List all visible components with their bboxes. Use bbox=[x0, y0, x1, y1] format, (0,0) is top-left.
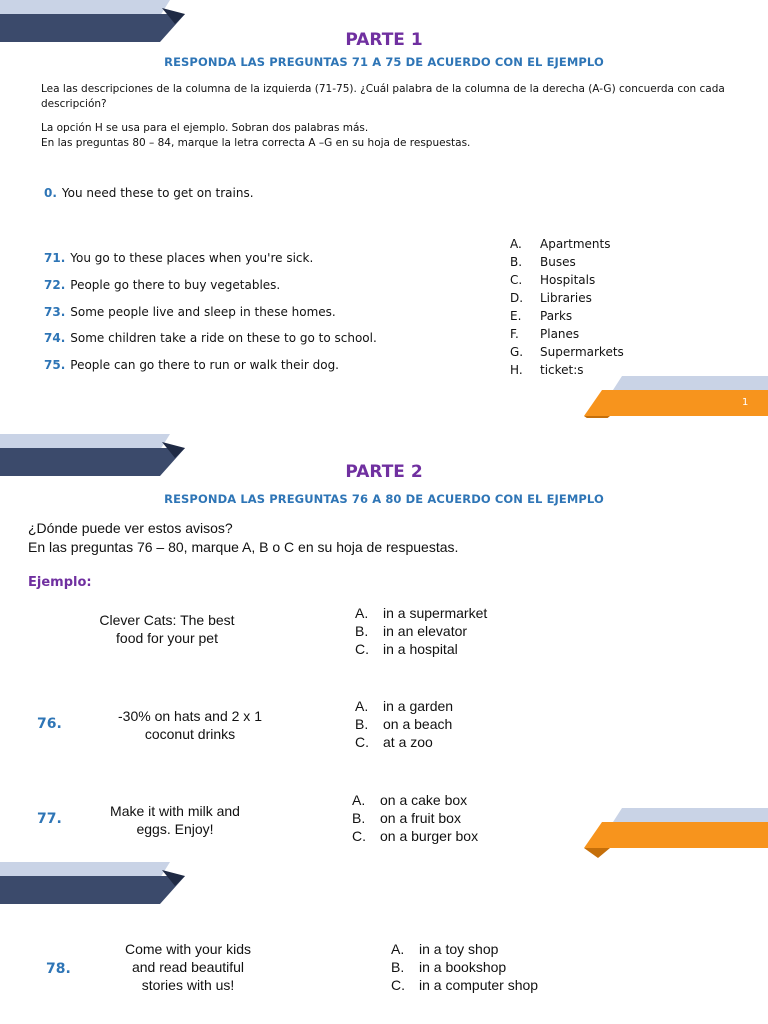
page-title: PARTE 1 bbox=[345, 30, 423, 50]
example-choices bbox=[355, 604, 487, 658]
question-71 bbox=[44, 251, 313, 265]
instructions-paragraph-2: La opción H se usa para el ejemplo. Sobran dos palabras más. bbox=[41, 122, 369, 134]
question-74 bbox=[44, 331, 377, 345]
choice-text: in a garden bbox=[383, 698, 454, 714]
item-76-number: 76. bbox=[37, 716, 62, 732]
question-text: People go there to buy vegetables. bbox=[70, 278, 281, 292]
item-76-choices bbox=[355, 697, 453, 751]
option-d bbox=[510, 291, 592, 305]
instructions-text: En las preguntas 76 – 80, marque A, B o C en su hoja de respuestas. bbox=[28, 539, 459, 555]
option-letter: H. bbox=[510, 363, 523, 377]
option-text: Planes bbox=[540, 327, 580, 341]
option-e bbox=[510, 309, 572, 323]
choice-text: in a computer shop bbox=[419, 977, 539, 993]
choice-b bbox=[355, 622, 487, 640]
instructions-paragraph-3: En las preguntas 80 – 84, marque la letra correcta A –G en su hoja de respuestas. bbox=[41, 137, 471, 149]
choice-c bbox=[355, 733, 453, 751]
slide-parte-2 bbox=[0, 430, 768, 1024]
choice-text: on a cake box bbox=[380, 792, 468, 808]
page-subtitle: RESPONDA LAS PREGUNTAS 76 A 80 DE ACUERDO CON EL EJEMPLO bbox=[164, 492, 604, 506]
option-text: Hospitals bbox=[540, 273, 596, 287]
choice-a bbox=[355, 697, 453, 715]
choice-letter: A. bbox=[355, 605, 369, 621]
option-letter: A. bbox=[510, 237, 522, 251]
item-78-number: 78. bbox=[46, 961, 71, 977]
option-letter: G. bbox=[510, 345, 524, 359]
option-text: Apartments bbox=[540, 237, 611, 251]
banner-decoration-lower-left bbox=[0, 862, 200, 914]
choice-a bbox=[355, 604, 487, 622]
choice-letter: A. bbox=[391, 941, 405, 957]
choice-b bbox=[391, 958, 538, 976]
option-letter: F. bbox=[510, 327, 519, 341]
choice-letter: C. bbox=[352, 828, 366, 844]
choice-letter: B. bbox=[391, 959, 405, 975]
question-number: 71. bbox=[44, 251, 66, 265]
choice-a bbox=[391, 940, 538, 958]
example-question bbox=[44, 186, 254, 200]
choice-text: in an elevator bbox=[383, 623, 468, 639]
question-text: People can go there to run or walk their dog. bbox=[70, 358, 339, 372]
item-77-sign: Make it with milk and eggs. Enjoy! bbox=[110, 803, 240, 837]
item-77-number: 77. bbox=[37, 811, 62, 827]
example-sign: Clever Cats: The best food for your pet bbox=[99, 612, 235, 646]
choice-c bbox=[355, 640, 487, 658]
question-73 bbox=[44, 305, 336, 319]
choice-c bbox=[352, 827, 478, 845]
choice-text: in a hospital bbox=[383, 641, 458, 657]
question-number: 74. bbox=[44, 331, 66, 345]
instructions-paragraph-1: Lea las descripciones de la columna de la izquierda (71-75). ¿Cuál palabra de la columna de la derecha (A-G) concuerda con cada descripción? bbox=[41, 83, 725, 110]
choice-text: in a bookshop bbox=[419, 959, 507, 975]
example-label: Ejemplo: bbox=[28, 575, 92, 590]
item-77-choices bbox=[352, 791, 478, 845]
option-letter: C. bbox=[510, 273, 523, 287]
choice-text: at a zoo bbox=[383, 734, 433, 750]
question-text: You go to these places when you're sick. bbox=[70, 251, 314, 265]
choice-text: in a toy shop bbox=[419, 941, 499, 957]
choice-letter: C. bbox=[355, 734, 369, 750]
choice-letter: C. bbox=[355, 641, 369, 657]
option-b bbox=[510, 255, 576, 269]
question-number: 72. bbox=[44, 278, 66, 292]
banner-decoration-bottom-right bbox=[582, 374, 768, 418]
page-subtitle: RESPONDA LAS PREGUNTAS 71 A 75 DE ACUERDO CON EL EJEMPLO bbox=[164, 55, 604, 69]
option-text: Libraries bbox=[540, 291, 592, 305]
option-f bbox=[510, 327, 579, 341]
question-72 bbox=[44, 278, 280, 292]
choice-letter: B. bbox=[355, 716, 369, 732]
question-number: 73. bbox=[44, 305, 66, 319]
option-letter: E. bbox=[510, 309, 522, 323]
choice-letter: A. bbox=[352, 792, 366, 808]
choice-letter: B. bbox=[352, 810, 366, 826]
instructions-question: ¿Dónde puede ver estos avisos? bbox=[28, 520, 233, 536]
option-letter: B. bbox=[510, 255, 523, 269]
option-text: ticket:s bbox=[540, 363, 584, 377]
slide-parte-1 bbox=[0, 0, 768, 418]
choice-text: in a supermarket bbox=[383, 605, 488, 621]
question-text: Some children take a ride on these to go to school. bbox=[70, 331, 377, 345]
choice-text: on a beach bbox=[383, 716, 453, 732]
choice-b bbox=[355, 715, 453, 733]
option-letter: D. bbox=[510, 291, 524, 305]
choice-text: on a fruit box bbox=[380, 810, 461, 826]
option-g bbox=[510, 345, 624, 359]
option-text: Buses bbox=[540, 255, 576, 269]
item-78-choices bbox=[391, 940, 538, 994]
option-h bbox=[510, 363, 584, 377]
choice-letter: A. bbox=[355, 698, 369, 714]
option-a bbox=[510, 237, 610, 251]
example-number: 0. bbox=[44, 186, 57, 200]
option-text: Supermarkets bbox=[540, 345, 624, 359]
choice-b bbox=[352, 809, 478, 827]
question-75 bbox=[44, 358, 339, 372]
choice-letter: C. bbox=[391, 977, 405, 993]
question-number: 75. bbox=[44, 358, 66, 372]
item-76-sign: -30% on hats and 2 x 1 coconut drinks bbox=[118, 708, 262, 742]
example-text: You need these to get on trains. bbox=[61, 186, 254, 200]
question-text: Some people live and sleep in these homes. bbox=[70, 305, 336, 319]
option-c bbox=[510, 273, 595, 287]
choice-a bbox=[352, 791, 478, 809]
choice-text: on a burger box bbox=[380, 828, 479, 844]
page-number: 1 bbox=[742, 397, 749, 408]
item-78-sign: Come with your kids and read beautiful stories with us! bbox=[124, 941, 252, 993]
page-title: PARTE 2 bbox=[345, 462, 423, 482]
choice-letter: B. bbox=[355, 623, 369, 639]
banner-decoration-right bbox=[582, 808, 768, 864]
choice-c bbox=[391, 976, 538, 994]
option-text: Parks bbox=[540, 309, 573, 323]
